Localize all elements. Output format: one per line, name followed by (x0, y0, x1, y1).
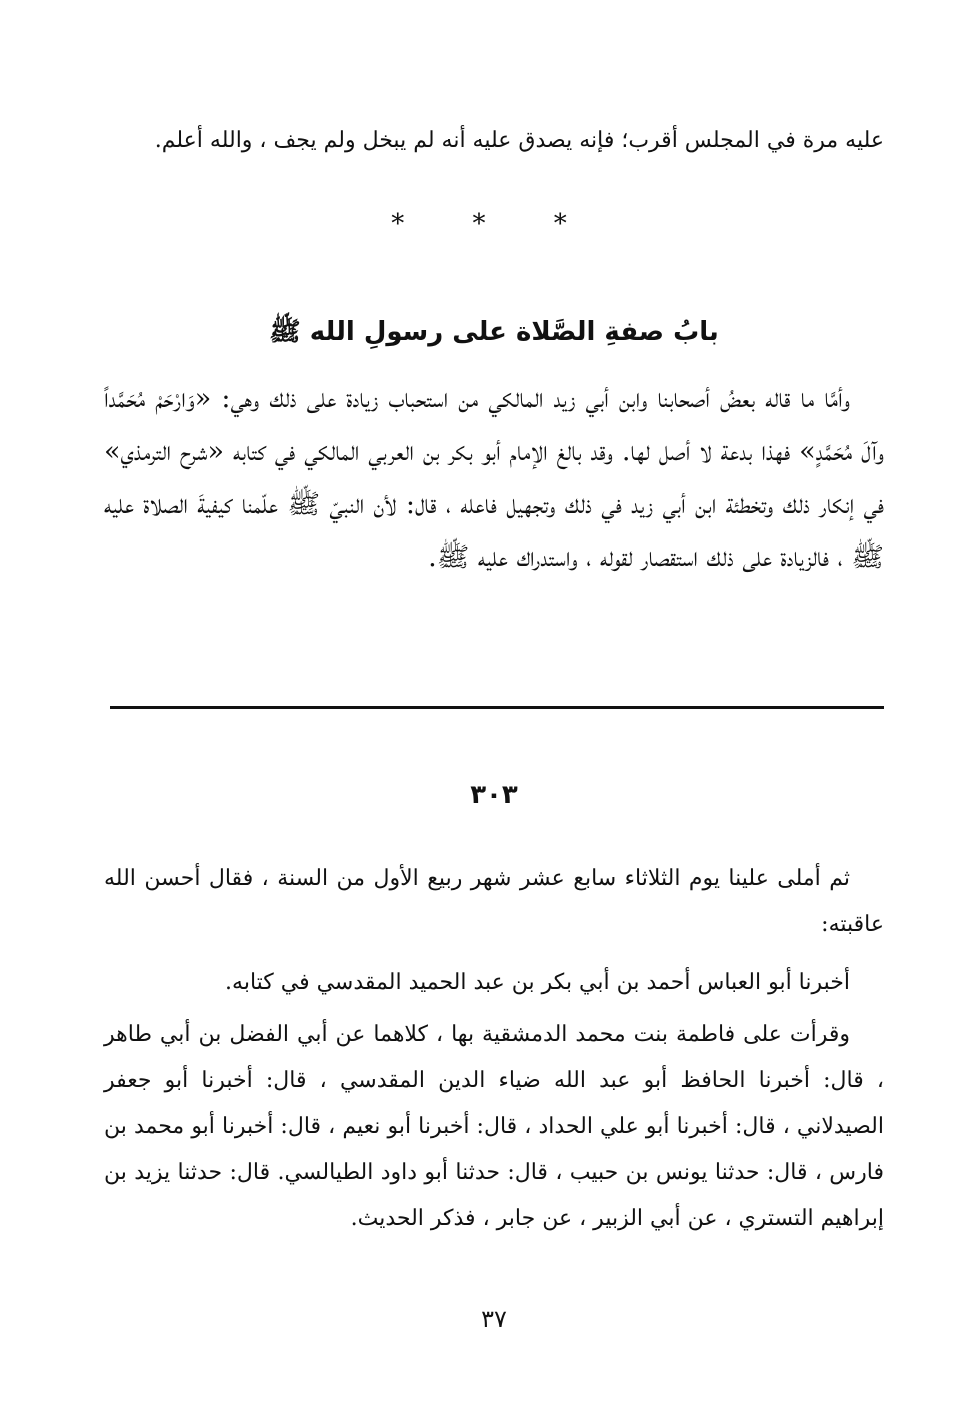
page-number: ٣٧ (481, 1305, 507, 1333)
horizontal-rule (110, 706, 884, 709)
chapter-paragraph: وأمَّا ما قاله بعضُ أصحابنا وابن أبي زيد المالكي من استحباب زيادة على ذلك وهي: «وَارْحَمْ مُحَمَّداً وآلَ مُحَمَّدٍ» فهذا بدعة لا أصل لها. وقد بالغ الإمام أبو بكر بن العربي المالكي في كتابه «شرح الترمذي» في إنكار ذلك وتخطئة ابن أبي زيد في ذلك وتجهيل فاعله ، قال: لأن النبيّ ﷺ علّمنا كيفيةَ الصلاة عليه ﷺ ، فالزيادة على ذلك استقصار لقوله ، واستدراك عليه ﷺ. (104, 383, 884, 573)
section-separator: * * * (391, 209, 597, 239)
chapter-heading: بابُ صفةِ الصَّلاة على رسولِ الله ﷺ (269, 317, 719, 347)
section-intro: ثم أملى علينا يوم الثلاثاء سابع عشر شهر ربيع الأول من السنة ، فقال أحسن الله عاقبته: (104, 866, 884, 937)
book-page (104, 0, 884, 1427)
section-chain-2: وقرأت على فاطمة بنت محمد الدمشقية بها ، كلاهما عن أبي الفضل بن أبي طاهر ، قال: أخبرنا الحافظ أبو عبد الله ضياء الدين المقدسي ، قال: أخبرنا أبو جعفر الصيدلاني ، قال: أخبرنا أبو علي الحداد ، قال: أخبرنا أبو نعيم ، قال: أخبرنا أبو محمد بن فارس ، قال: حدثنا يونس بن حبيب ، قال: حدثنا أبو داود الطيالسي. قال: حدثنا يزيد بن إبراهيم التستري ، عن أبي الزبير ، عن جابر ، فذكر الحديث. (104, 1022, 884, 1231)
section-number: ٣٠٣ (470, 780, 518, 810)
top-paragraph: عليه مرة في المجلس أقرب؛ فإنه يصدق عليه أنه لم يبخل ولم يجف ، والله أعلم. (154, 128, 884, 153)
section-chain-1: أخبرنا أبو العباس أحمد بن أبي بكر بن عبد الحميد المقدسي في كتابه. (225, 970, 850, 995)
